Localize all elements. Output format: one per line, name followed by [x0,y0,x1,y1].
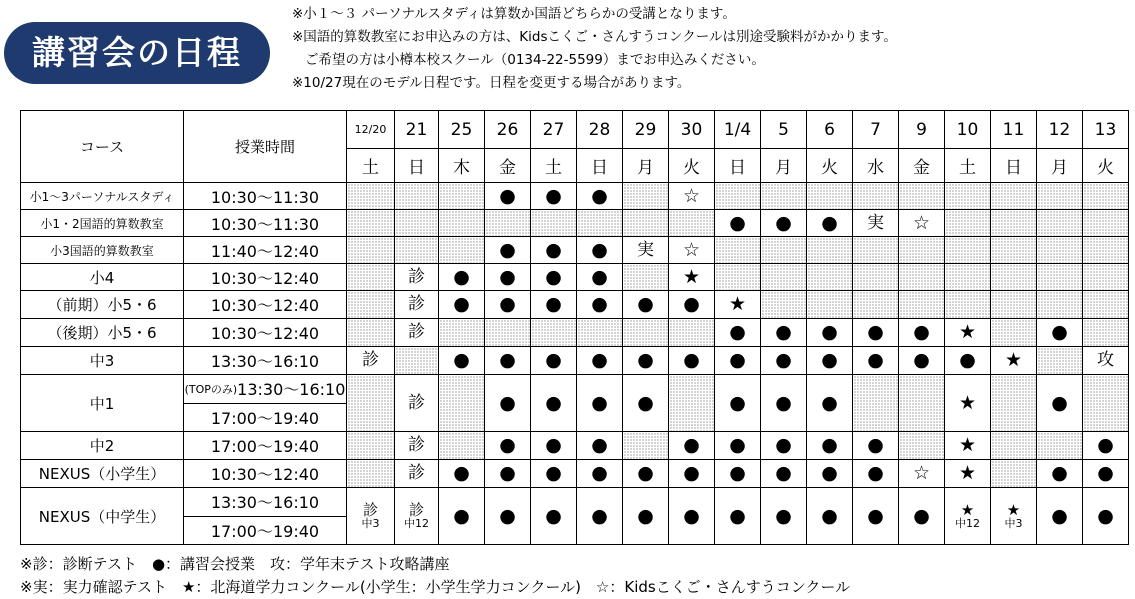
weekday-cell: 月 [1037,149,1083,183]
schedule-cell: ● [807,488,853,545]
schedule-cell [669,210,715,237]
schedule-cell [1037,183,1083,210]
schedule-cell: ● [853,432,899,460]
schedule-cell [899,264,945,291]
date-cell: 10 [945,111,991,149]
schedule-cell: ● [485,460,531,488]
schedule-cell: ● [761,460,807,488]
cell-grade: 中3 [1004,517,1023,530]
legend [20,553,850,599]
schedule-cell [395,183,439,210]
schedule-cell [347,264,395,291]
class-time: 10:30～11:30 [184,183,347,210]
schedule-cell: ● [531,264,577,291]
header-time: 授業時間 [184,111,347,183]
schedule-cell: ● [623,347,669,375]
table-row [21,460,1129,488]
schedule-cell: ● [577,460,623,488]
schedule-cell: ● [761,210,807,237]
schedule-cell [347,183,395,210]
schedule-cell [347,432,395,460]
schedule-cell [439,319,485,347]
schedule-cell: ☆ [669,183,715,210]
schedule-cell: ● [531,183,577,210]
schedule-cell [623,183,669,210]
schedule-cell [945,183,991,210]
schedule-cell [623,319,669,347]
schedule-cell: ● [623,460,669,488]
schedule-cell: ● [1083,460,1129,488]
schedule-cell: ● [1037,460,1083,488]
schedule-cell: 実 [853,210,899,237]
schedule-cell [807,264,853,291]
date-cell: 7 [853,111,899,149]
date-cell: 6 [807,111,853,149]
schedule-cell [439,237,485,264]
class-time-slot: 17:00～19:40 [184,403,346,432]
schedule-cell: ● [623,488,669,545]
schedule-cell [347,210,395,237]
schedule-cell [439,375,485,432]
note-1: ※小１～３ パーソナルスタディは算数か国語どちらかの受講となります。 [292,6,736,22]
schedule-cell: ● [577,488,623,545]
schedule-cell [899,183,945,210]
schedule-cell [899,432,945,460]
schedule-cell [715,237,761,264]
schedule-cell [347,319,395,347]
schedule-cell: ● [623,375,669,432]
course-name: NEXUS（小学生） [21,460,184,488]
schedule-cell: ● [715,210,761,237]
date-cell: 9 [899,111,945,149]
cell-grade: 中3 [361,517,380,530]
schedule-cell: ● [1083,432,1129,460]
header-row-dates [21,111,1129,149]
schedule-cell: 診 [395,460,439,488]
schedule-cell [991,375,1037,432]
weekday-cell: 月 [761,149,807,183]
schedule-cell [669,319,715,347]
schedule-cell [623,264,669,291]
table-row [21,347,1129,375]
schedule-cell: 診 [395,264,439,291]
schedule-cell [1037,210,1083,237]
schedule-cell: 診 [395,432,439,460]
weekday-cell: 木 [439,149,485,183]
note-4: ※10/27現在のモデル日程です。日程を変更する場合があります。 [292,75,691,91]
schedule-cell [395,210,439,237]
schedule-cell [991,210,1037,237]
schedule-cell [439,432,485,460]
weekday-cell: 土 [347,149,395,183]
date-cell: 25 [439,111,485,149]
schedule-cell [1037,347,1083,375]
schedule-cell: ● [899,319,945,347]
schedule-cell: ☆ [899,460,945,488]
class-time [184,375,347,432]
schedule-cell [991,432,1037,460]
notes [292,3,897,95]
schedule-cell: 診 [347,347,395,375]
schedule-cell [347,488,395,545]
schedule-cell: ● [577,237,623,264]
schedule-cell [577,319,623,347]
schedule-cell: ● [577,183,623,210]
schedule-cell [991,488,1037,545]
schedule-cell [991,237,1037,264]
schedule-cell: ★ [715,291,761,319]
schedule-cell [669,375,715,432]
date-cell: 29 [623,111,669,149]
schedule-cell: ● [715,375,761,432]
table-row [21,488,1129,545]
class-time: 10:30～11:30 [184,210,347,237]
schedule-cell: ● [485,237,531,264]
weekday-cell: 日 [577,149,623,183]
course-name: （後期）小5・6 [21,319,184,347]
schedule-cell [761,264,807,291]
schedule-cell: ● [577,347,623,375]
schedule-cell [485,319,531,347]
schedule-cell: ★ [945,460,991,488]
schedule-cell [807,183,853,210]
schedule-cell: ● [807,319,853,347]
schedule-cell: ● [531,432,577,460]
date-cell: 11 [991,111,1037,149]
date-cell: 5 [761,111,807,149]
cell-mark: ★ [960,501,975,519]
schedule-cell: ● [807,210,853,237]
weekday-cell: 日 [395,149,439,183]
schedule-cell [991,460,1037,488]
course-name: 中3 [21,347,184,375]
table-row [21,264,1129,291]
header-course: コース [21,111,184,183]
schedule-cell [991,264,1037,291]
weekday-cell: 火 [669,149,715,183]
schedule-cell: ● [899,347,945,375]
note-2: ※国語的算数教室にお申込みの方は、Kidsこくご・さんすうコンクールは別途受験料がかかります。 [292,29,897,45]
table-row [21,319,1129,347]
schedule-cell [395,237,439,264]
schedule-cell [485,210,531,237]
schedule-cell [1083,319,1129,347]
class-time: 13:30～16:10 [184,347,347,375]
schedule-cell: ● [715,347,761,375]
schedule-cell [899,291,945,319]
class-time-slot: 13:30～16:10 [210,493,320,513]
schedule-cell [715,264,761,291]
date-cell: 21 [395,111,439,149]
schedule-cell: ● [531,488,577,545]
cell-grade: 中12 [404,517,429,530]
schedule-cell: ● [531,347,577,375]
schedule-cell [1037,264,1083,291]
schedule-cell: ● [485,183,531,210]
cell-grade: 中12 [955,517,980,530]
cell-mark: 診 [408,501,424,519]
cell-mark: ★ [1006,501,1021,519]
schedule-cell [395,488,439,545]
schedule-cell: ● [715,460,761,488]
schedule-cell: 攻 [1083,347,1129,375]
schedule-cell [1083,237,1129,264]
schedule-cell [991,319,1037,347]
page-title: 講習会の日程 [4,22,270,84]
schedule-cell: ● [485,375,531,432]
course-name: 小3国語的算数教室 [21,237,184,264]
schedule-cell: ● [577,264,623,291]
schedule-cell: ● [807,432,853,460]
schedule-cell [347,237,395,264]
schedule-cell: ● [531,291,577,319]
schedule-cell: ● [485,291,531,319]
schedule-cell: 実 [623,237,669,264]
schedule-cell: ● [715,319,761,347]
course-name: （前期）小5・6 [21,291,184,319]
schedule-cell: ● [669,460,715,488]
date-cell: 30 [669,111,715,149]
legend-line-2: ※実：実力確認テスト ★：北海道学力コンクール(小学生：小学生学力コンクール) ☆：Kidsこくご・さんすうコンクール [20,578,851,596]
date-cell: 26 [485,111,531,149]
weekday-cell: 土 [531,149,577,183]
schedule-cell: ● [531,460,577,488]
schedule-cell: ● [531,375,577,432]
table-row [21,432,1129,460]
schedule-cell [991,183,1037,210]
schedule-cell: ● [807,347,853,375]
schedule-cell: ☆ [669,237,715,264]
schedule-cell [1083,375,1129,432]
schedule-cell: ● [485,264,531,291]
schedule-cell [1083,291,1129,319]
schedule-cell [347,291,395,319]
schedule-cell [623,432,669,460]
schedule-cell: ● [1037,319,1083,347]
schedule-cell: ● [761,375,807,432]
schedule-cell: ● [669,291,715,319]
schedule-cell: ● [577,291,623,319]
schedule-cell [761,237,807,264]
schedule-cell: 診 [395,291,439,319]
table-row [21,375,1129,432]
schedule-cell [853,264,899,291]
class-time: 10:30～12:40 [184,264,347,291]
class-time: 10:30～12:40 [184,460,347,488]
weekday-cell: 金 [485,149,531,183]
course-name: 小4 [21,264,184,291]
weekday-cell: 水 [853,149,899,183]
schedule-cell [1037,432,1083,460]
schedule-cell: ● [715,432,761,460]
date-cell: 28 [577,111,623,149]
class-time-slot: 17:00～19:40 [184,516,346,545]
schedule-cell: ● [439,460,485,488]
schedule-cell [807,291,853,319]
schedule-table [20,110,1129,545]
table-row [21,291,1129,319]
schedule-cell: ★ [669,264,715,291]
schedule-cell: ★ [945,375,991,432]
schedule-cell: ★ [991,347,1037,375]
schedule-cell [1037,237,1083,264]
schedule-cell [807,237,853,264]
schedule-cell: ★ [945,432,991,460]
schedule-cell [853,183,899,210]
schedule-cell: ● [439,488,485,545]
date-cell: 13 [1083,111,1129,149]
schedule-cell [945,488,991,545]
date-cell: 27 [531,111,577,149]
schedule-cell [347,460,395,488]
table-row [21,183,1129,210]
weekday-cell: 金 [899,149,945,183]
schedule-cell [1083,183,1129,210]
schedule-cell: ● [761,347,807,375]
schedule-cell: ● [853,347,899,375]
schedule-cell [623,210,669,237]
schedule-cell [945,291,991,319]
schedule-cell: ● [853,488,899,545]
schedule-cell: 診 [395,375,439,432]
schedule-cell [347,375,395,432]
weekday-cell: 土 [945,149,991,183]
schedule-cell: ● [577,375,623,432]
schedule-cell: ● [439,347,485,375]
weekday-cell: 火 [1083,149,1129,183]
class-time [184,488,347,545]
course-name: 小1・2国語的算数教室 [21,210,184,237]
schedule-cell: ● [577,432,623,460]
table-row [21,210,1129,237]
class-time: 17:00～19:40 [184,432,347,460]
class-time: 10:30～12:40 [184,319,347,347]
schedule-cell: ★ [945,319,991,347]
schedule-cell [853,237,899,264]
class-time-slot: (TOPのみ) 13:30～16:10 [184,380,346,400]
schedule-cell: ● [1083,488,1129,545]
schedule-cell: ● [485,488,531,545]
schedule-cell: ● [807,375,853,432]
schedule-cell: ● [807,460,853,488]
schedule-cell [945,210,991,237]
date-cell: 12/20 [347,111,395,149]
schedule-cell: ● [1037,375,1083,432]
schedule-cell: ● [439,291,485,319]
schedule-cell: ● [761,319,807,347]
weekday-cell: 月 [623,149,669,183]
schedule-cell [715,183,761,210]
schedule-cell: ● [669,347,715,375]
course-name: 中2 [21,432,184,460]
table-row [21,237,1129,264]
schedule-cell: ● [715,488,761,545]
class-time: 11:40～12:40 [184,237,347,264]
date-cell: 12 [1037,111,1083,149]
class-time: 10:30～12:40 [184,291,347,319]
course-name: NEXUS（中学生） [21,488,184,545]
weekday-cell: 火 [807,149,853,183]
schedule-cell [531,210,577,237]
schedule-cell [395,347,439,375]
legend-line-1: ※診：診断テスト ●：講習会授業 攻：学年末テスト攻略講座 [20,555,450,573]
schedule-cell: ● [761,432,807,460]
note-3: ご希望の方は小樽本校スクール（0134-22-5599）までお申込みください。 [305,52,765,68]
schedule-cell: ● [669,488,715,545]
date-cell: 1/4 [715,111,761,149]
schedule-cell: ● [761,488,807,545]
schedule-cell [439,183,485,210]
schedule-cell: ● [853,319,899,347]
schedule-cell: ● [853,460,899,488]
schedule-cell [945,237,991,264]
schedule-cell [1037,291,1083,319]
schedule-cell: ● [485,432,531,460]
course-name: 小1～3パーソナルスタディ [21,183,184,210]
schedule-cell: ● [1037,488,1083,545]
schedule-cell: 診 [395,319,439,347]
schedule-cell [439,210,485,237]
schedule-cell [899,237,945,264]
schedule-cell [761,183,807,210]
schedule-cell: ● [623,291,669,319]
schedule-cell [853,291,899,319]
schedule-cell [853,375,899,432]
schedule-cell: ● [439,264,485,291]
schedule-cell [577,210,623,237]
schedule-cell: ● [531,237,577,264]
schedule-cell: ● [669,432,715,460]
schedule-cell: ● [899,488,945,545]
course-name: 中1 [21,375,184,432]
schedule-cell [531,319,577,347]
schedule-cell [945,264,991,291]
schedule-cell [761,291,807,319]
weekday-cell: 日 [715,149,761,183]
schedule-cell [899,375,945,432]
schedule-cell: ☆ [899,210,945,237]
cell-mark: 診 [362,501,378,519]
schedule-cell [1083,210,1129,237]
schedule-cell: ● [485,347,531,375]
weekday-cell: 日 [991,149,1037,183]
schedule-cell [991,291,1037,319]
schedule-cell: ● [945,347,991,375]
schedule-cell [1083,264,1129,291]
